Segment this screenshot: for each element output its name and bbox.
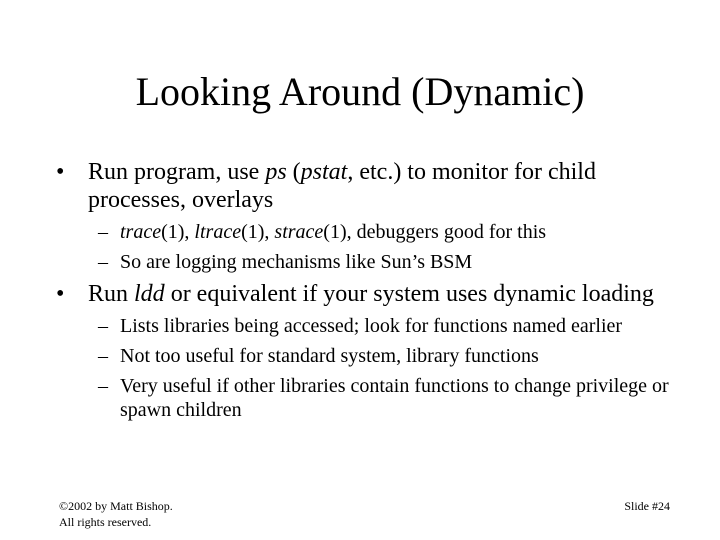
- sub-bullet-item-very-useful: [98, 374, 676, 422]
- sub-bullet-list: [98, 314, 676, 422]
- bullet-marker: •: [56, 281, 65, 307]
- dash-marker: –: [98, 221, 108, 243]
- copyright-line: ©2002 by Matt Bishop.: [59, 499, 173, 513]
- bullet-text: , etc.) to monitor for child processes, overlays: [88, 159, 596, 213]
- rights-line: All rights reserved.: [59, 515, 152, 529]
- dash-marker: –: [98, 345, 108, 367]
- dash-marker: –: [98, 251, 108, 273]
- sub-bullet-text: (1), debuggers good for this: [323, 221, 547, 243]
- bullet-marker: •: [56, 159, 65, 185]
- command-trace: trace: [120, 221, 162, 243]
- footer-copyright: [59, 498, 173, 530]
- sub-bullet-text: Lists libraries being accessed; look for functions named earlier: [120, 315, 623, 337]
- sub-bullet-item-lists-libraries: [98, 314, 676, 338]
- sub-bullet-item-trace-tools: [98, 220, 676, 244]
- command-pstat: pstat: [300, 159, 348, 185]
- sub-bullet-text: Very useful if other libraries contain functions to change privilege or spawn children: [120, 375, 669, 421]
- command-ltrace: ltrace: [194, 221, 242, 243]
- bullet-text: Run: [88, 281, 135, 307]
- sub-bullet-list: [98, 220, 676, 274]
- sub-bullet-text: (1),: [241, 221, 275, 243]
- dash-marker: –: [98, 375, 108, 397]
- bullet-item-run-ldd: [56, 280, 676, 308]
- bullet-text: (: [286, 159, 301, 185]
- sub-bullet-item-logging: [98, 250, 676, 274]
- slide-title: Looking Around (Dynamic): [135, 69, 585, 114]
- slide-number: Slide #24: [624, 499, 670, 513]
- command-ps: ps: [265, 159, 287, 185]
- command-ldd: ldd: [134, 281, 165, 307]
- bullet-text: or equivalent if your system uses dynamic loading: [164, 281, 654, 307]
- sub-bullet-text: Not too useful for standard system, library functions: [120, 345, 539, 367]
- sub-bullet-item-not-useful: [98, 344, 676, 368]
- dash-marker: –: [98, 315, 108, 337]
- sub-bullet-text: (1),: [161, 221, 195, 243]
- bullet-text: Run program, use: [88, 159, 266, 185]
- sub-bullet-text: So are logging mechanisms like Sun’s BSM: [120, 251, 473, 273]
- bullet-list: [56, 158, 676, 428]
- command-strace: strace: [274, 221, 324, 243]
- bullet-item-run-program: [56, 158, 676, 214]
